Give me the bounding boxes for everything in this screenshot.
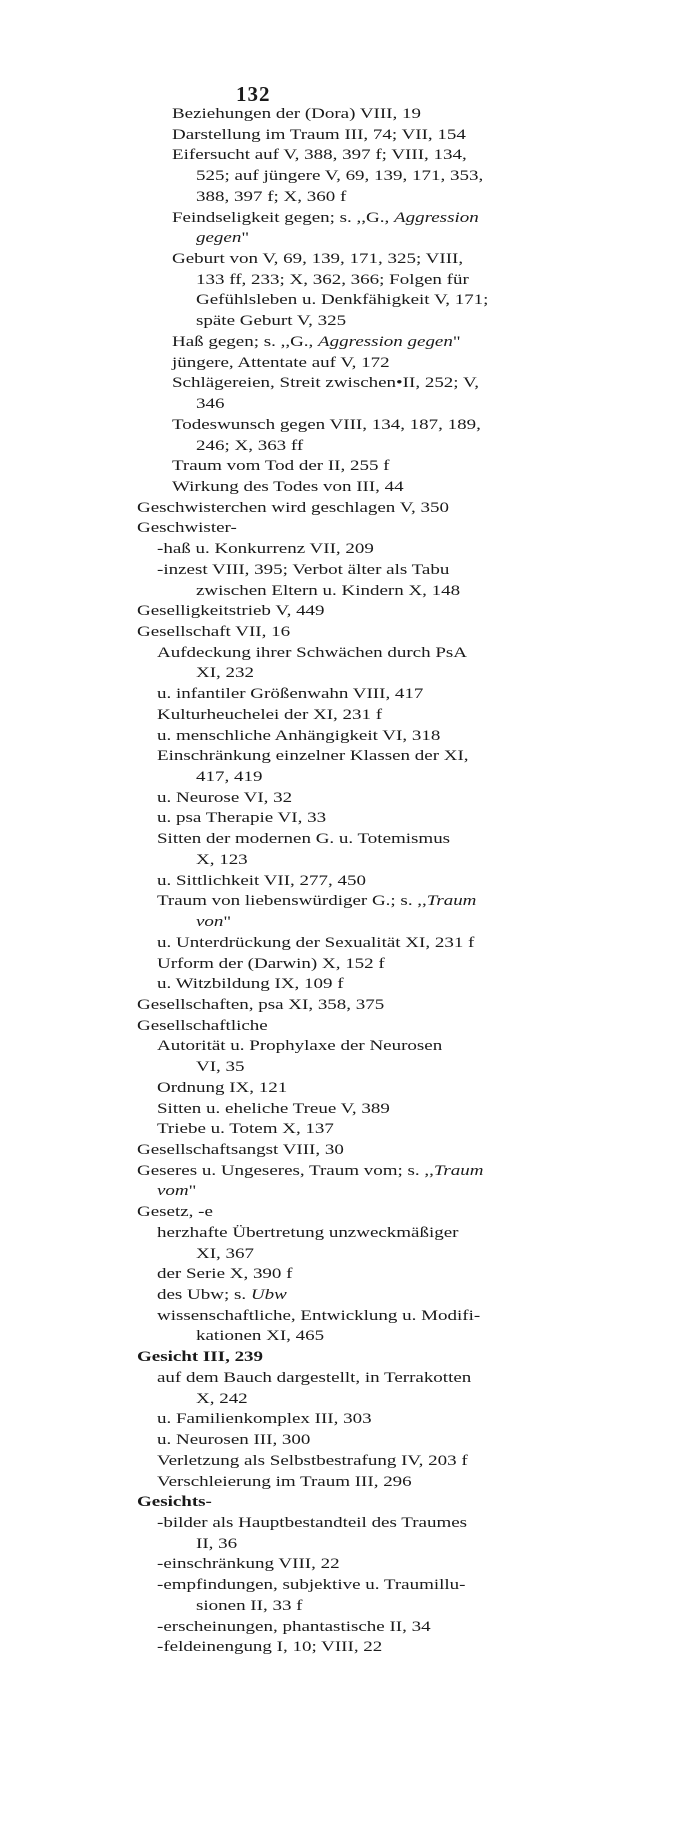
index-line: Feindseligkeit gegen; s. ,,G., Aggression [172, 208, 479, 226]
index-line: Gesetz, -e [137, 1203, 213, 1221]
index-line: des Ubw; s. Ubw [157, 1286, 287, 1304]
index-line: Einschränkung einzelner Klassen der XI, [157, 747, 469, 765]
index-line: Gesellschaftliche [137, 1016, 268, 1034]
page-number: 132 [236, 82, 271, 106]
index-line: u. infantiler Größenwahn VIII, 417 [157, 685, 424, 703]
index-line: Gesichts- [137, 1493, 212, 1511]
index-line: u. psa Therapie VI, 33 [157, 809, 327, 827]
index-line: u. Neurosen III, 300 [157, 1431, 311, 1449]
index-line: jüngere, Attentate auf V, 172 [172, 353, 390, 371]
index-line: Geschwister- [137, 519, 237, 537]
index-line: Gesellschaft VII, 16 [137, 623, 291, 640]
index-line: 346 [196, 395, 225, 413]
index-line: -bilder als Hauptbestandteil des Traumes [157, 1513, 468, 1531]
index-line: Verletzung als Selbstbestrafung IV, 203 f [157, 1451, 468, 1469]
index-line: Darstellung im Traum III, 74; VII, 154 [172, 125, 466, 143]
index-line: auf dem Bauch dargestellt, in Terrakotten [157, 1368, 472, 1386]
index-line: Schlägereien, Streit zwischen•II, 252; V, [172, 374, 479, 392]
index-line: Kulturheuchelei der XI, 231 f [157, 705, 383, 723]
index-line: Autorität u. Prophylaxe der Neurosen [157, 1037, 443, 1055]
index-line: -inzest VIII, 395; Verbot älter als Tabu [157, 560, 450, 578]
index-line: 525; auf jüngere V, 69, 139, 171, 353, [196, 167, 484, 185]
index-line: Haß gegen; s. ,,G., Aggression gegen" [172, 332, 461, 350]
index-line: späte Geburt V, 325 [196, 312, 347, 330]
index-line: VI, 35 [196, 1058, 245, 1076]
index-line: Gesellschaftsangst VIII, 30 [137, 1141, 344, 1158]
index-line: -einschränkung VIII, 22 [157, 1555, 340, 1573]
index-line: Wirkung des Todes von III, 44 [172, 477, 404, 495]
index-line: X, 242 [196, 1389, 248, 1407]
index-line: Gesellschaften, psa XI, 358, 375 [137, 995, 385, 1013]
index-line: Geseres u. Ungeseres, Traum vom; s. ,,Traum [137, 1161, 484, 1179]
index-line: Sitten der modernen G. u. Totemismus [157, 830, 451, 848]
index-line: herzhafte Übertretung unzweckmäßiger [157, 1223, 459, 1241]
index-line: Traum vom Tod der II, 255 f [172, 457, 390, 475]
index-line: XI, 232 [196, 664, 255, 682]
index-line: II, 36 [196, 1534, 238, 1552]
index-line: -erscheinungen, phantastische II, 34 [157, 1617, 431, 1635]
index-line: Gefühlsleben u. Denkfähigkeit V, 171; [196, 291, 489, 309]
index-line: u. menschliche Anhängigkeit VI, 318 [157, 726, 441, 744]
index-line: Eifersucht auf V, 388, 397 f; VIII, 134, [172, 146, 467, 164]
index-line: u. Neurose VI, 32 [157, 788, 293, 806]
index-line: wissenschaftliche, Entwicklung u. Modifi- [157, 1306, 481, 1324]
index-line: Beziehungen der (Dora) VIII, 19 [172, 105, 421, 122]
index-line: kationen XI, 465 [196, 1327, 325, 1345]
index-line: 133 ff, 233; X, 362, 366; Folgen für [196, 270, 469, 288]
index-line: Sitten u. eheliche Treue V, 389 [157, 1099, 390, 1117]
index-line: -haß u. Konkurrenz VII, 209 [157, 540, 374, 558]
index-line: 388, 397 f; X, 360 f [196, 187, 347, 205]
index-line: sionen II, 33 f [196, 1596, 303, 1614]
index-line: -empfindungen, subjektive u. Traumillu- [157, 1576, 466, 1594]
index-line: Todeswunsch gegen VIII, 134, 187, 189, [172, 415, 481, 433]
index-line: u. Unterdrückung der Sexualität XI, 231 f [157, 933, 475, 951]
index-line: XI, 367 [196, 1244, 255, 1262]
index-line: Triebe u. Totem X, 137 [157, 1120, 334, 1138]
index-line: Geburt von V, 69, 139, 171, 325; VIII, [172, 250, 464, 268]
index-line: 417, 419 [196, 768, 263, 786]
index-line: Geselligkeitstrieb V, 449 [137, 602, 325, 620]
index-line: Gesicht III, 239 [137, 1348, 264, 1366]
index-line: Aufdeckung ihrer Schwächen durch PsA [157, 643, 467, 661]
index-line: Traum von liebenswürdiger G.; s. ,,Traum [157, 892, 477, 910]
index-line: u. Sittlichkeit VII, 277, 450 [157, 871, 367, 889]
index-line: gegen" [196, 229, 250, 247]
index-line: u. Familienkomplex III, 303 [157, 1410, 372, 1428]
index-line: zwischen Eltern u. Kindern X, 148 [196, 581, 461, 599]
index-line: u. Witzbildung IX, 109 f [157, 975, 344, 993]
index-line: vom" [157, 1182, 197, 1200]
index-line: -feldeinengung I, 10; VIII, 22 [157, 1638, 383, 1656]
index-line: 246; X, 363 ff [196, 436, 304, 454]
index-line: der Serie X, 390 f [157, 1265, 293, 1283]
index-line: Ordnung IX, 121 [157, 1078, 288, 1096]
index-line: Geschwisterchen wird geschlagen V, 350 [137, 498, 449, 516]
index-line: Urform der (Darwin) X, 152 f [157, 954, 385, 972]
index-line: Verschleierung im Traum III, 296 [157, 1472, 412, 1490]
index-line: von" [196, 913, 232, 931]
index-line: X, 123 [196, 850, 248, 868]
